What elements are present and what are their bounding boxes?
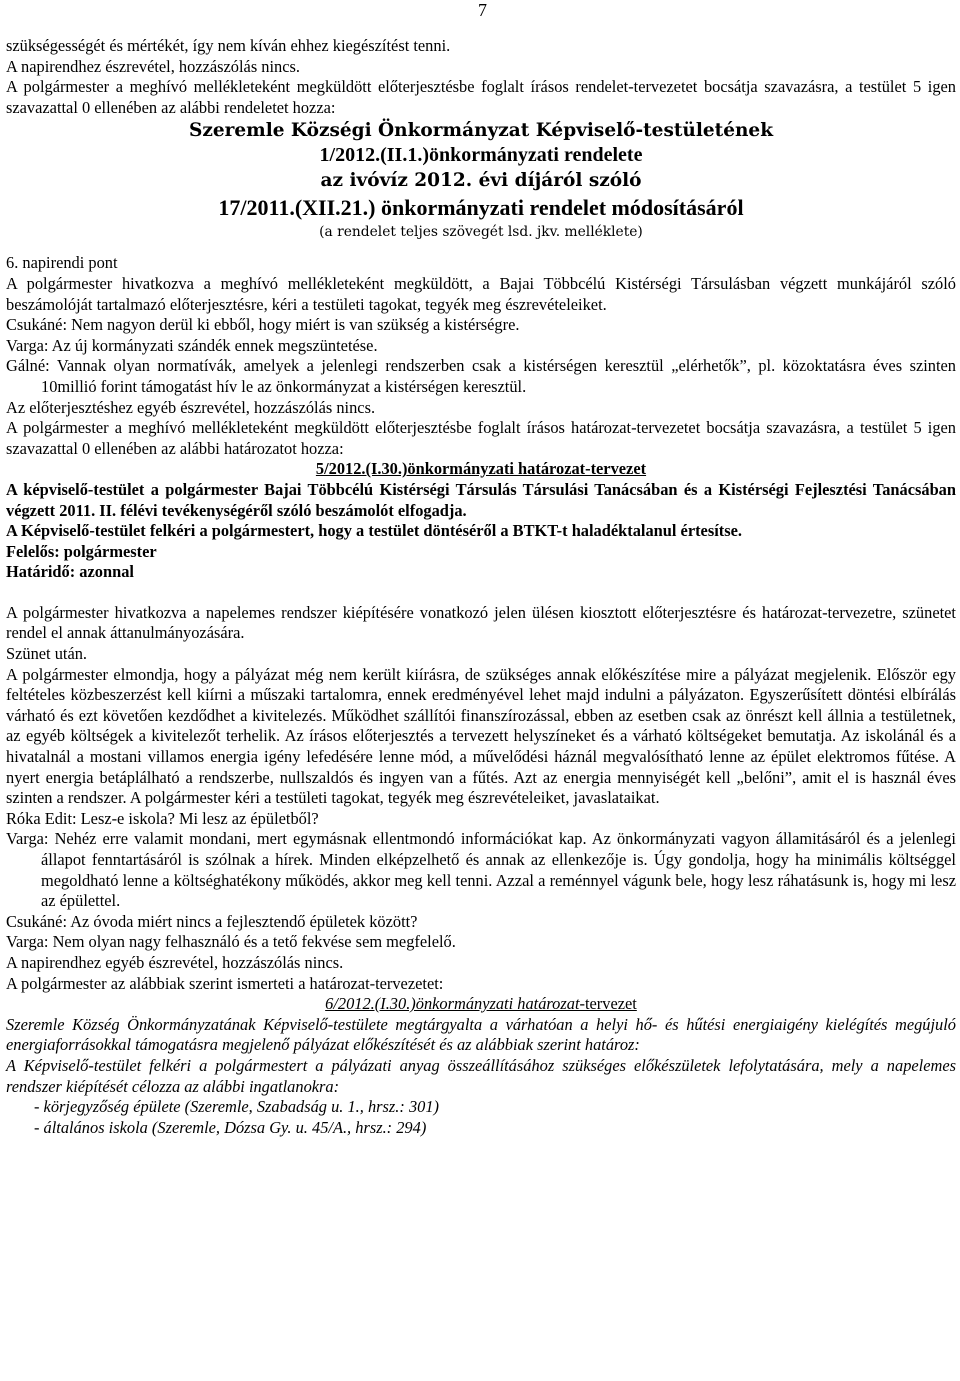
document-body bbox=[6, 36, 956, 1138]
paragraph: Az előterjesztéshez egyéb észrevétel, hozzászólás nincs. bbox=[6, 397, 376, 417]
list-item: - általános iskola (Szeremle, Dózsa Gy. u. 45/A., hrsz.: 294) bbox=[34, 1117, 427, 1137]
paragraph: A polgármester elmondja, hogy a pályázat még nem került kiírásra, de szükséges annak előkészítése mire a pályázat megjelenik. Először egy feltételes közbeszerzést kell kiírni a műszaki tartalomra, ennek eredményével lehet majd indulni a pályázaton. Egyszerűsített döntési elbírálás várható és ezt követően kezdődhet a kivitelezés. Működhet szállítói finanszírozással, ebben az esetben csak az önrészt kell állnia a testületnek, az egyéb költségek a kivitelezőt terhelik. Az írásos előterjesztés a tervezett helyszíneket és a várható költségeket bemutatja. Az iskolánál és a hivatalnál a mostani villamos energia igény lefedésére lenne mód, a művelődési háznál megvalósítható lenne az épület elektromos fűtése. A nyert energia betáplálható a rendszerbe, nullszaldós és ingyen van a fűtés. Azt az energia mennyiségét kell „belőni”, amit el is használ éves szinten a rendszer. A polgármester kéri a testületi tagokat, tegyék meg észrevételeiket, javaslataikat. bbox=[6, 664, 956, 808]
paragraph: Varga: Nehéz erre valamit mondani, mert egymásnak ellentmondó információkat kap. Az önkormányzati vagyon államitásáról és a jelenlegi állapot fenntartásáról is szólnak a hírek. Minden elképzelhető és annak az ellenkezője is. Úgy gondolja, hogy ha minimális költséggel megoldható lenne a költséghatékony működés, akkor meg kell tenni. Azzal a reménnyel vágunk bele, hogy lesz ráhatásunk is, hogy mi lesz az épülettel. bbox=[6, 829, 956, 911]
hatarozat-text: A Képviselő-testület felkéri a polgármestert, hogy a testület döntéséről a BTKT-t haladéktalanul értesítse. bbox=[6, 521, 742, 541]
rendelet-issuer: Szeremle Községi Önkormányzat Képviselő-testületének bbox=[188, 120, 774, 142]
paragraph: A polgármester hivatkozva a meghívó mellékleteként megküldött, a Bajai Többcélú Kistérségi Társulásban végzett munkájáról szóló beszámolóját tartalmazó előterjesztésre, kéri a testületi tagokat, tegyék meg észrevételeiket. bbox=[6, 273, 956, 314]
hatarozat-title-suffix: -tervezet bbox=[579, 994, 637, 1014]
rendelet-number: 1/2012.(II.1.)önkormányzati rendelete bbox=[319, 144, 643, 167]
paragraph: A polgármester a meghívó mellékleteként megküldött előterjesztésbe foglalt írásos rendelet-tervezetet bocsátja szavazásra, a testület 5 igen szavazattal 0 ellenében az alábbi rendeletet hozza: bbox=[6, 77, 956, 117]
spacer bbox=[6, 583, 956, 603]
rendelet-amends: 17/2011.(XII.21.) önkormányzati rendelet módosításáról bbox=[218, 195, 744, 221]
page-number: 7 bbox=[478, 0, 487, 20]
responsible: Felelős: polgármester bbox=[6, 541, 157, 561]
hatarozat-title: 5/2012.(I.30.)önkormányzati határozat-tervezet bbox=[315, 459, 647, 479]
hatarozat-text: A Képviselő-testület felkéri a polgármestert a pályázati anyag összeállításához szükséges előkészületek lefolytatására, mely a napelemes rendszer kiépítését célozza az alábbi ingatlanokra: bbox=[6, 1055, 956, 1096]
paragraph: Varga: Az új kormányzati szándék ennek megszüntetése. bbox=[6, 335, 378, 355]
paragraph: Csukáné: Nem nagyon derül ki ebből, hogy miért is van szükség a kistérségre. bbox=[6, 315, 520, 335]
rendelet-subject: az ivóvíz 2012. évi díjáról szóló bbox=[320, 170, 642, 192]
paragraph: Róka Edit: Lesz-e iskola? Mi lesz az épületből? bbox=[6, 808, 319, 828]
hatarozat-title-main: 6/2012.(I.30.)önkormányzati határozat bbox=[325, 994, 580, 1014]
paragraph: A napirendhez észrevétel, hozzászólás nincs. bbox=[6, 56, 300, 76]
rendelet-note: (a rendelet teljes szövegét lsd. jkv. melléklete) bbox=[319, 224, 643, 241]
paragraph: A polgármester hivatkozva a napelemes rendszer kiépítésére vonatkozó jelen ülésen kiosztott előterjesztésre és határozat-tervezetre, szünetet rendel el annak áttanulmányozására. bbox=[6, 602, 956, 643]
paragraph: A polgármester a meghívó mellékleteként megküldött előterjesztésbe foglalt írásos határozat-tervezetet bocsátja szavazásra, a testület 5 igen szavazattal 0 ellenében az alábbi határozatot hozza: bbox=[6, 418, 956, 458]
hatarozat-text: Szeremle Község Önkormányzatának Képviselő-testülete megtárgyalta a várhatóan a helyi hő- és hűtési energiaigény kielégítés megújuló energiaforrásokkal támogatásra megjelenő pályázat előkészítését és az alábbiak szerint határoz: bbox=[6, 1014, 956, 1055]
paragraph: A napirendhez egyéb észrevétel, hozzászólás nincs. bbox=[6, 952, 344, 972]
rendelet-title-block bbox=[6, 118, 956, 243]
paragraph: A polgármester az alábbiak szerint ismerteti a határozat-tervezetet: bbox=[6, 973, 444, 993]
paragraph: szükségességét és mértékét, így nem kíván ehhez kiegészítést tenni. bbox=[6, 36, 451, 55]
hatarozat-title bbox=[6, 994, 956, 1015]
deadline: Határidő: azonnal bbox=[6, 562, 134, 582]
paragraph: Csukáné: Az óvoda miért nincs a fejlesztendő épületek között? bbox=[6, 911, 418, 931]
hatarozat-text: A képviselő-testület a polgármester Bajai Többcélú Kistérségi Társulás Társulási Tanácsában és a Kistérségi Fejlesztési Tanácsában végzett 2011. II. félévi tevékenységéről szóló beszámolót elfogadja. bbox=[6, 479, 956, 520]
paragraph: Szünet után. bbox=[6, 644, 88, 664]
paragraph: Varga: Nem olyan nagy felhasználó és a tető fekvése sem megfelelő. bbox=[6, 932, 456, 952]
paragraph: Gálné: Vannak olyan normatívák, amelyek a jelenlegi rendszerben csak a kistérségen keresztül „elérhetők”, pl. közoktatásra éves szinten 10millió forint támogatást hív le az önkormányzat a kistérségen keresztül. bbox=[6, 356, 956, 396]
list-item: - körjegyzőség épülete (Szeremle, Szabadság u. 1., hrsz.: 301) bbox=[34, 1097, 439, 1117]
section-heading: 6. napirendi pont bbox=[6, 253, 118, 273]
